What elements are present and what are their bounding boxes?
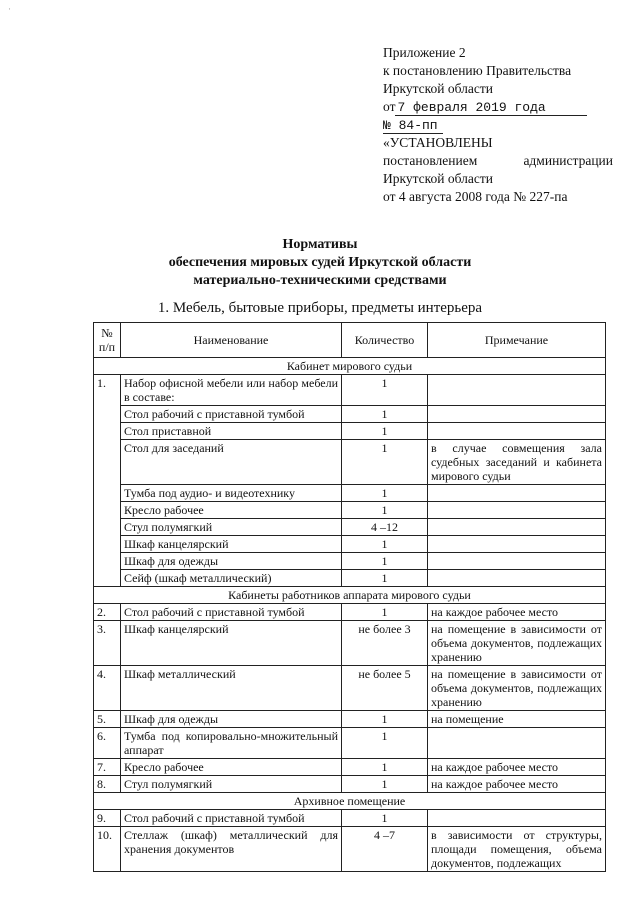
cell-qty: 4 –12: [342, 519, 428, 536]
cell-note: [428, 536, 606, 553]
table-row: [94, 423, 606, 440]
cell-note: на каждое рабочее место: [428, 776, 606, 793]
cell-note: в зависимости от структуры, площади помещения, объема документов, подлежащих: [428, 827, 606, 872]
reference-line: от 4 августа 2008 года № 227-па: [383, 189, 568, 204]
cell-qty: не более 3: [342, 621, 428, 666]
title-line-1: Нормативы: [282, 237, 358, 252]
cell-qty: 1: [342, 759, 428, 776]
established-line: «УСТАНОВЛЕНЫ: [383, 135, 493, 150]
date-prefix: от: [383, 99, 396, 114]
cell-qty: 1: [342, 711, 428, 728]
cell-note: [428, 519, 606, 536]
cell-name: Кресло рабочее: [121, 759, 342, 776]
cell-name: Стеллаж (шкаф) металлический для хранения документов: [121, 827, 342, 872]
cell-note: на каждое рабочее место: [428, 759, 606, 776]
cell-qty: 1: [342, 440, 428, 485]
cell-name: Стол для заседаний: [121, 440, 342, 485]
cell-note: [428, 485, 606, 502]
table-row: [94, 711, 606, 728]
table-row: [94, 759, 606, 776]
table-header-row: [94, 323, 606, 358]
table-row: [94, 570, 606, 587]
cell-name: Кресло рабочее: [121, 502, 342, 519]
resolution-word: постановлением: [383, 153, 478, 168]
cell-name: Стул полумягкий: [121, 776, 342, 793]
cell-note: на помещение: [428, 711, 606, 728]
cell-name: Тумба под копировально-множительный аппарат: [121, 728, 342, 759]
number-value: № 84-пп: [383, 119, 443, 134]
cell-name: Шкаф для одежды: [121, 553, 342, 570]
cell-name: Набор офисной мебели или набор мебели в составе:: [121, 375, 342, 406]
cell-num: 3.: [94, 621, 121, 666]
cell-qty: 1: [342, 570, 428, 587]
group-archive: Архивное помещение: [94, 793, 606, 810]
table-row: [94, 827, 606, 872]
cell-num: 2.: [94, 604, 121, 621]
norms-table: [93, 322, 606, 872]
date-value: 7 февраля 2019 года: [395, 101, 587, 116]
cell-qty: 1: [342, 406, 428, 423]
appendix-line-2: к постановлению Правительства: [383, 63, 572, 78]
appendix-number-line: [383, 116, 613, 134]
cell-qty: 1: [342, 553, 428, 570]
cell-name: Шкаф металлический: [121, 666, 342, 711]
cell-num: 5.: [94, 711, 121, 728]
table-row: [94, 485, 606, 502]
cell-qty: 1: [342, 604, 428, 621]
cell-qty: 1: [342, 810, 428, 827]
administration-word: администрации: [523, 153, 613, 168]
table-row: [94, 440, 606, 485]
cell-name: Тумба под аудио- и видеотехнику: [121, 485, 342, 502]
title-line-3: материально-техническими средствами: [193, 273, 447, 288]
cell-num: 8.: [94, 776, 121, 793]
cell-qty: 1: [342, 536, 428, 553]
cell-name: Стол рабочий с приставной тумбой: [121, 406, 342, 423]
header-num: № п/п: [94, 323, 121, 358]
document-title: [110, 236, 530, 290]
cell-note: [428, 728, 606, 759]
cell-num: 6.: [94, 728, 121, 759]
cell-num: 9.: [94, 810, 121, 827]
region-line: Иркутской области: [383, 171, 494, 186]
table-row: [94, 621, 606, 666]
cell-note: [428, 553, 606, 570]
appendix-line-1: Приложение 2: [383, 45, 466, 60]
cell-note: [428, 406, 606, 423]
header-name: Наименование: [121, 323, 342, 358]
cell-qty: 1: [342, 485, 428, 502]
group-row: [94, 587, 606, 604]
group-staff-offices: Кабинеты работников аппарата мирового судьи: [94, 587, 606, 604]
cell-num: 4.: [94, 666, 121, 711]
header-qty: Количество: [342, 323, 428, 358]
corner-mark: ·: [8, 4, 11, 14]
cell-name: Шкаф для одежды: [121, 711, 342, 728]
header-note: Примечание: [428, 323, 606, 358]
table-row: [94, 406, 606, 423]
table-row: [94, 776, 606, 793]
table-row: [94, 536, 606, 553]
cell-note: [428, 502, 606, 519]
table-row: [94, 810, 606, 827]
cell-note: [428, 375, 606, 406]
cell-qty: 1: [342, 776, 428, 793]
cell-qty: 1: [342, 375, 428, 406]
cell-qty: 1: [342, 728, 428, 759]
cell-num: 7.: [94, 759, 121, 776]
section-title: 1. Мебель, бытовые приборы, предметы интерьера: [157, 300, 483, 316]
table-row: [94, 502, 606, 519]
cell-name: Шкаф канцелярский: [121, 621, 342, 666]
cell-num: 10.: [94, 827, 121, 872]
cell-note: [428, 810, 606, 827]
table-row: [94, 728, 606, 759]
cell-note: в случае совмещения зала судебных заседаний и кабинета мирового судьи: [428, 440, 606, 485]
table-row: [94, 519, 606, 536]
appendix-header: [383, 44, 613, 206]
appendix-date-line: [383, 98, 613, 116]
table-row: [94, 375, 606, 406]
cell-note: [428, 570, 606, 587]
cell-name: Сейф (шкаф металлический): [121, 570, 342, 587]
title-line-2: обеспечения мировых судей Иркутской области: [168, 255, 472, 270]
cell-qty: не более 5: [342, 666, 428, 711]
cell-note: на каждое рабочее место: [428, 604, 606, 621]
cell-name: Стул полумягкий: [121, 519, 342, 536]
table-row: [94, 604, 606, 621]
cell-name: Стол рабочий с приставной тумбой: [121, 604, 342, 621]
table-row: [94, 666, 606, 711]
table-row: [94, 553, 606, 570]
group-judge-office: Кабинет мирового судьи: [94, 358, 606, 375]
cell-note: на помещение в зависимости от объема документов, подлежащих хранению: [428, 666, 606, 711]
appendix-line-3: Иркутской области: [383, 81, 494, 96]
group-row: [94, 793, 606, 810]
cell-name: Стол приставной: [121, 423, 342, 440]
group-row: [94, 358, 606, 375]
cell-note: [428, 423, 606, 440]
cell-name: Шкаф канцелярский: [121, 536, 342, 553]
cell-note: на помещение в зависимости от объема документов, подлежащих хранению: [428, 621, 606, 666]
cell-qty: 4 –7: [342, 827, 428, 872]
resolution-line: [383, 152, 613, 170]
cell-num: 1.: [94, 375, 121, 587]
cell-name: Стол рабочий с приставной тумбой: [121, 810, 342, 827]
cell-qty: 1: [342, 502, 428, 519]
cell-qty: 1: [342, 423, 428, 440]
